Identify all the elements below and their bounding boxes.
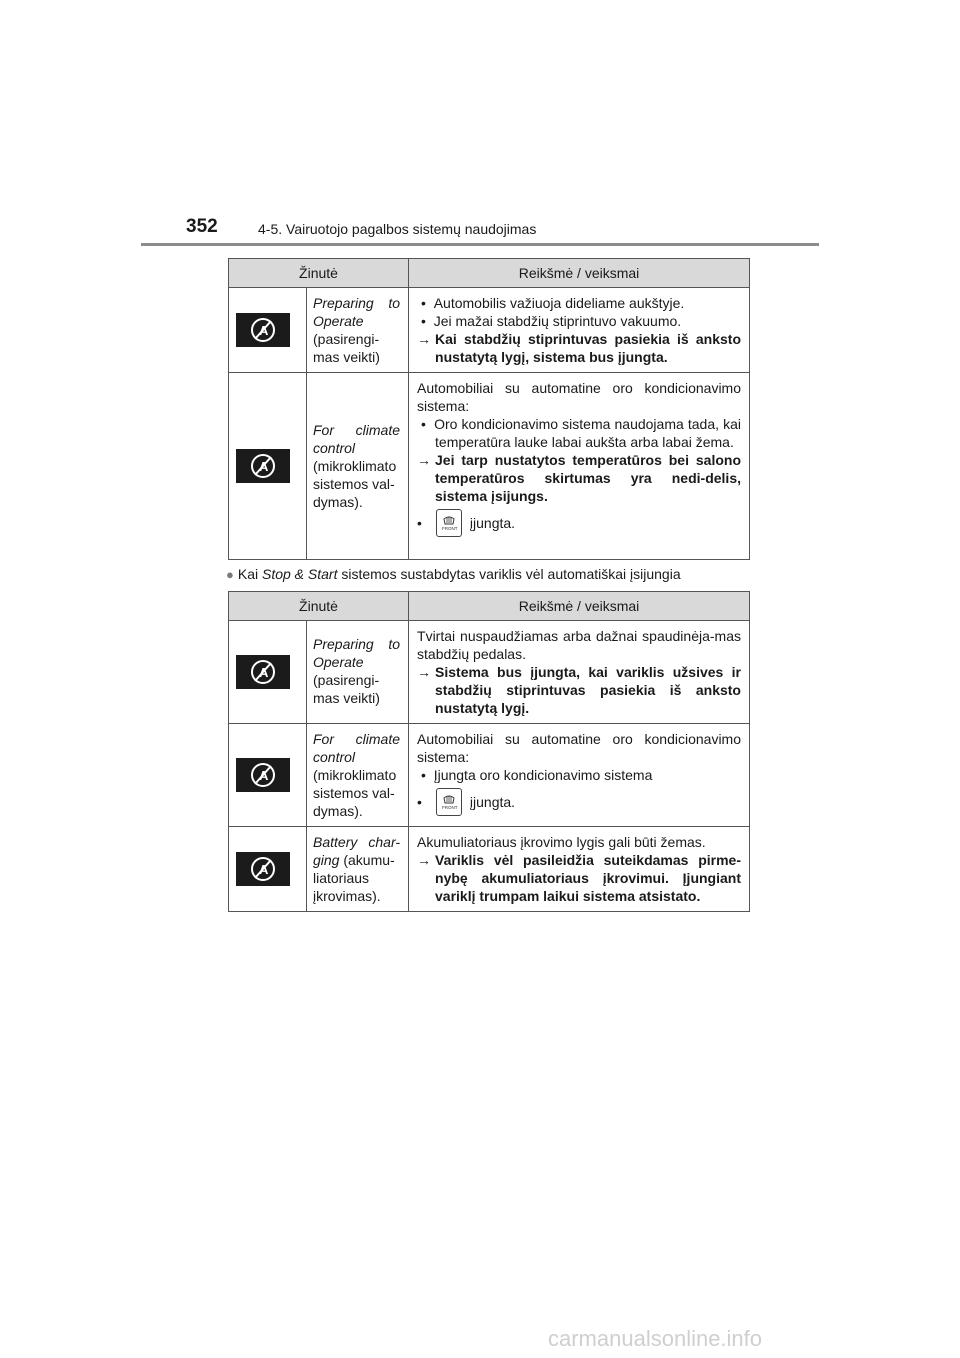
svg-text:A: A — [259, 768, 269, 783]
svg-text:FRONT: FRONT — [441, 526, 458, 531]
message-meaning: Akumuliatoriaus įkrovimo lygis gali būti žemas. → Variklis vėl pasileidžia suteikdamas pirme-nybę akumuliatoriaus įkrovimui. Įjungiant variklį trumpam laikui sistema atsistato. — [409, 827, 750, 912]
stop-start-off-icon — [236, 852, 290, 886]
svg-text:FRONT: FRONT — [441, 805, 458, 810]
table-row — [229, 288, 750, 373]
message-table-2 — [228, 591, 750, 912]
header-rule — [141, 243, 819, 246]
table-row — [229, 373, 750, 560]
column-header-message: Žinutė — [229, 592, 409, 621]
svg-text:A: A — [259, 323, 269, 338]
table-header-row — [229, 592, 750, 621]
stop-start-off-icon — [236, 655, 290, 689]
auto-restart-intro: ● Kai Stop & Start sistemos sustabdytas variklis vėl automatiškai įsijungia — [226, 566, 681, 582]
table-row — [229, 621, 750, 724]
svg-text:A: A — [259, 862, 269, 877]
svg-text:A: A — [259, 665, 269, 680]
watermark: carmanualsonline.info — [548, 1326, 763, 1351]
message-meaning: Tvirtai nuspaudžiamas arba dažnai spaudinėja-mas stabdžių pedalas. → Sistema bus įjungta, kai variklis užsives ir stabdžių stiprintuvas pasiekia iš anksto nustatytą lygį. — [409, 621, 750, 724]
column-header-message: Žinutė — [229, 259, 409, 288]
svg-text:A: A — [259, 459, 269, 474]
stop-start-off-icon — [236, 758, 290, 792]
message-name: For climate control (mikroklimato sistemos val- dymas). — [307, 373, 409, 560]
front-defroster-button-icon — [436, 509, 462, 537]
message-meaning: Automobiliai su automatine oro kondicionavimo sistema: • Įjungta oro kondicionavimo sistema • FRONT įjungta. — [409, 724, 750, 827]
table-row — [229, 827, 750, 912]
message-meaning: • Automobilis važiuoja dideliame aukštyje. • Jei mažai stabdžių stiprintuvo vakuumo. → Kai stabdžių stiprintuvas pasiekia iš anksto nustatytą lygį, sistema bus įjungta. — [409, 288, 750, 373]
section-title: 4-5. Vairuotojo pagalbos sistemų naudojimas — [258, 221, 537, 237]
stop-start-off-icon — [236, 449, 290, 483]
table-row — [229, 724, 750, 827]
table-header-row — [229, 259, 750, 288]
message-name: Preparing to Operate (pasirengi- mas veikti) — [307, 288, 409, 373]
column-header-meaning: Reikšmė / veiksmai — [409, 592, 750, 621]
message-meaning: Automobiliai su automatine oro kondicionavimo sistema: • Oro kondicionavimo sistema naudojama tada, kai temperatūra lauke labai aukšta arba labai žema. → Jei tarp nustatytos temperatūros bei salono temperatūros skirtumas yra nedi-delis, sistema įsijungs. • FRONT įjungta. — [409, 373, 750, 560]
page-number: 352 — [186, 216, 218, 237]
message-table-1 — [228, 258, 750, 560]
stop-start-off-icon — [236, 313, 290, 347]
front-defroster-button-icon — [436, 788, 462, 816]
bullet-dot: ● — [226, 567, 234, 582]
message-name: Battery char- ging (akumu- liatoriaus įkrovimas). — [307, 827, 409, 912]
message-name: For climate control (mikroklimato sistemos val- dymas). — [307, 724, 409, 827]
column-header-meaning: Reikšmė / veiksmai — [409, 259, 750, 288]
message-name: Preparing to Operate (pasirengi- mas veikti) — [307, 621, 409, 724]
